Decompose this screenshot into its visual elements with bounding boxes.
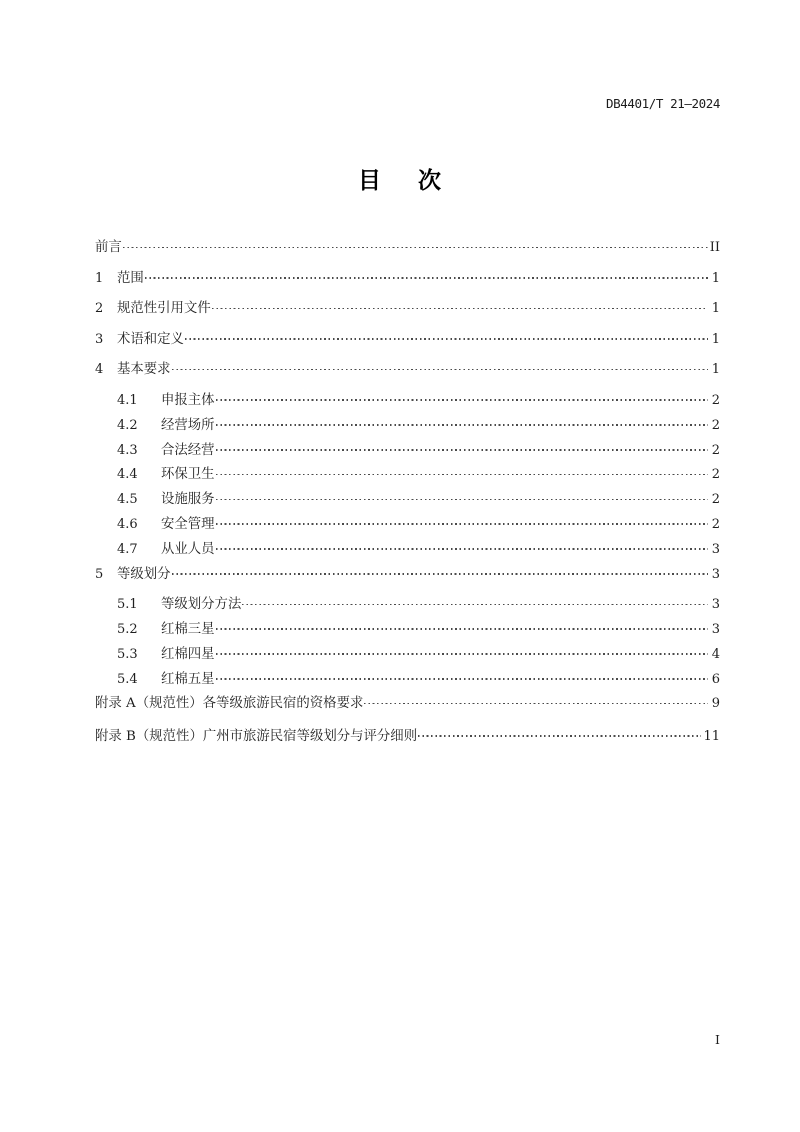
toc-entry[interactable] [95, 490, 720, 506]
toc-entry[interactable] [95, 515, 720, 531]
toc-entry-page-number: 2 [711, 442, 720, 458]
toc-entry-number: 4.4 [117, 467, 138, 483]
toc-entry-number: 3 [95, 331, 104, 347]
toc-entry[interactable] [95, 238, 720, 254]
toc-entry-page-number: 2 [711, 492, 720, 508]
toc-entry-page-number: 3 [711, 597, 720, 613]
toc-entry[interactable] [95, 360, 720, 376]
toc-dot-leader [172, 360, 708, 373]
toc-dot-leader [216, 465, 708, 478]
toc-entry-label: 附录 B（规范性）广州市旅游民宿等级划分与评分细则 [95, 728, 418, 744]
toc-entry-number: 5.2 [117, 621, 138, 637]
toc-entry-label: 范围 [117, 270, 144, 286]
toc-dot-leader [216, 540, 708, 553]
toc-entry-page-number: 1 [711, 301, 720, 317]
toc-entry-page-number: 2 [711, 467, 720, 483]
page-title: 目 次 [357, 167, 443, 194]
toc-dot-leader [418, 727, 701, 740]
toc-dot-leader [185, 330, 708, 343]
toc-entry-number: 2 [95, 301, 104, 317]
toc-entry-page-number: 2 [711, 516, 720, 532]
toc-entry-label: 从业人员 [161, 541, 215, 557]
toc-entry[interactable] [95, 620, 720, 636]
toc-entry-label: 等级划分 [117, 566, 171, 582]
toc-entry-label: 等级划分方法 [161, 597, 242, 613]
toc-dot-leader [216, 515, 708, 528]
toc-entry-number: 4.5 [117, 492, 138, 508]
toc-entry-number: 5 [95, 566, 104, 582]
toc-entry[interactable] [95, 465, 720, 481]
toc-entry-page-number: 11 [703, 728, 720, 744]
toc-entry-number: 5.1 [117, 597, 138, 613]
toc-entry-label: 红棉三星 [161, 621, 215, 637]
toc-entry-label: 红棉五星 [161, 671, 215, 687]
toc-entry-label: 安全管理 [161, 516, 215, 532]
toc-dot-leader [216, 670, 708, 683]
toc-entry-page-number: 3 [711, 541, 720, 557]
toc-entry[interactable] [95, 416, 720, 432]
toc-entry[interactable] [95, 645, 720, 661]
toc-entry-page-number: 1 [711, 331, 720, 347]
toc-dot-leader [216, 416, 708, 429]
toc-entry-number: 5.3 [117, 646, 138, 662]
toc-entry[interactable] [95, 595, 720, 611]
toc-dot-leader [364, 694, 708, 707]
toc-dot-leader [145, 269, 708, 282]
toc-entry-label: 规范性引用文件 [117, 301, 211, 317]
toc-entry[interactable] [95, 540, 720, 556]
toc-entry-label: 附录 A（规范性）各等级旅游民宿的资格要求 [95, 696, 364, 712]
toc-entry-page-number: 6 [711, 671, 720, 687]
toc-dot-leader [172, 565, 708, 578]
toc-entry-number: 4 [95, 362, 104, 378]
toc-entry[interactable] [95, 391, 720, 407]
toc-entry-number: 4.6 [117, 516, 138, 532]
toc-entry-page-number: 3 [711, 566, 720, 582]
toc-entry-label: 环保卫生 [161, 467, 215, 483]
toc-entry-label: 经营场所 [161, 417, 215, 433]
footer-page-number: I [715, 1032, 720, 1047]
toc-entry-page-number: 2 [711, 392, 720, 408]
toc-entry[interactable] [95, 330, 720, 346]
toc-dot-leader [242, 595, 708, 608]
toc-entry-page-number: II [709, 240, 720, 255]
toc-entry-label: 基本要求 [117, 362, 171, 378]
toc-dot-leader [216, 645, 708, 658]
table-of-contents [95, 238, 720, 759]
toc-dot-leader [123, 238, 708, 251]
toc-entry-number: 4.7 [117, 541, 138, 557]
toc-entry[interactable] [95, 269, 720, 285]
toc-entry-label: 申报主体 [161, 392, 215, 408]
toc-entry-page-number: 4 [711, 646, 720, 662]
toc-entry-number: 4.2 [117, 417, 138, 433]
toc-entry-label: 红棉四星 [161, 646, 215, 662]
toc-entry-label: 术语和定义 [117, 331, 184, 347]
running-header-standard-number: DB4401/T 21—2024 [605, 96, 720, 111]
toc-entry-number: 1 [95, 270, 104, 286]
toc-entry-number: 4.3 [117, 442, 138, 458]
toc-entry-page-number: 1 [711, 270, 720, 286]
toc-dot-leader [216, 620, 708, 633]
toc-entry-number: 5.4 [117, 671, 138, 687]
toc-entry-page-number: 3 [711, 621, 720, 637]
toc-entry[interactable] [95, 694, 720, 710]
toc-entry[interactable] [95, 565, 720, 581]
toc-entry-number: 4.1 [117, 392, 138, 408]
toc-entry-label: 设施服务 [161, 492, 215, 508]
toc-entry-page-number: 2 [711, 417, 720, 433]
toc-entry[interactable] [95, 670, 720, 686]
toc-entry-label: 合法经营 [161, 442, 215, 458]
toc-entry-page-number: 1 [711, 362, 720, 378]
toc-entry[interactable] [95, 441, 720, 457]
toc-entry-page-number: 9 [711, 696, 720, 712]
toc-entry[interactable] [95, 727, 720, 743]
toc-dot-leader [212, 299, 708, 312]
toc-dot-leader [216, 391, 708, 404]
toc-dot-leader [216, 490, 708, 503]
toc-entry[interactable] [95, 299, 720, 315]
toc-entry-label: 前言 [95, 240, 122, 255]
toc-dot-leader [216, 441, 708, 454]
